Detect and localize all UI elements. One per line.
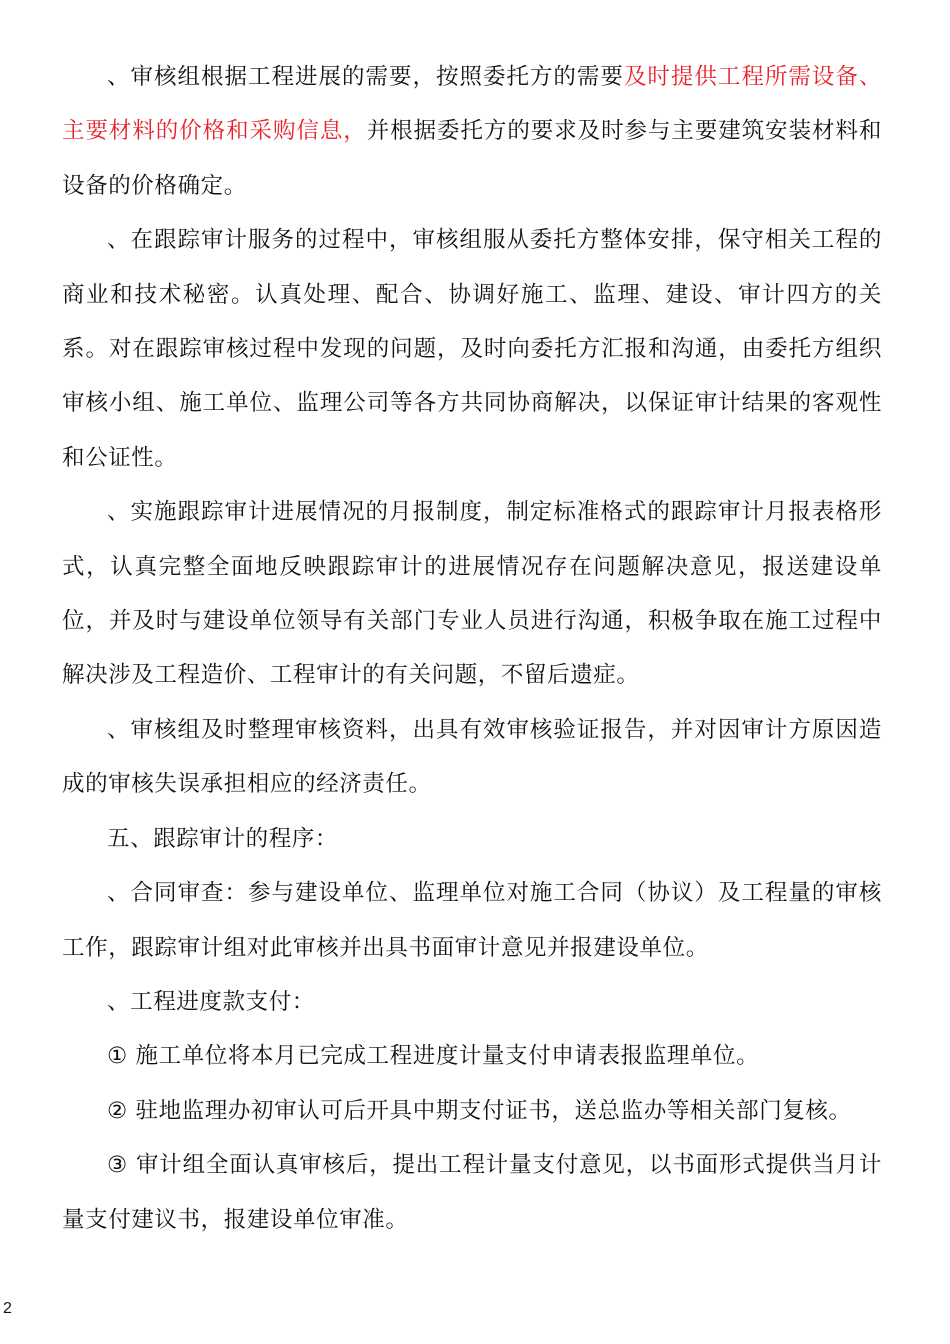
paragraph-3-text: 、实施跟踪审计进展情况的月报制度，制定标准格式的跟踪审计月报表格形式，认真完整全面地反映跟踪审计的进展情况存在问题解决意见，报送建设单位，并及时与建设单位领导有关部门专业人员进行沟通，积极争取在施工过程中解决涉及工程造价、工程审计的有关问题，不留后遗症。 [62, 499, 882, 689]
section-heading [62, 812, 882, 866]
paragraph-1-text-a: 、审核组根据工程进展的需要，按照委托方的需要 [107, 64, 624, 90]
paragraph-7 [62, 975, 882, 1029]
list-item-2 [62, 1084, 882, 1138]
paragraph-7-text: 、工程进度款支付： [107, 988, 315, 1015]
paragraph-4-text: 、审核组及时整理审核资料，出具有效审核验证报告，并对因审计方原因造成的审核失误承担相应的经济责任。 [62, 716, 882, 798]
document-page [62, 50, 882, 1247]
paragraph-2 [62, 213, 882, 485]
paragraph-2-text: 、在跟踪审计服务的过程中，审核组服从委托方整体安排，保守相关工程的商业和技术秘密。认真处理、配合、协调好施工、监理、建设、审计四方的关系。对在跟踪审核过程中发现的问题，及时向委托方汇报和沟通，由委托方组织审核小组、施工单位、监理公司等各方共同协商解决，以保证审计结果的客观性和公证性。 [62, 227, 882, 471]
paragraph-1-highlighted-text: 及时提供工程所需设备、主要材料的价格和采购信息， [62, 64, 883, 145]
paragraph-3 [62, 485, 882, 703]
section-heading-text: 五、跟踪审计的程序： [107, 825, 339, 852]
paragraph-6 [62, 866, 882, 975]
list-item-1 [62, 1029, 882, 1083]
paragraph-4 [62, 703, 882, 812]
page-number: 2 [3, 1300, 12, 1317]
list-item-2-text: ② 驻地监理办初审认可后开具中期支付证书，送总监办等相关部门复核。 [107, 1097, 852, 1124]
list-item-3 [62, 1138, 882, 1247]
list-item-3-text: ③ 审计组全面认真审核后，提出工程计量支付意见，以书面形式提供当月计量支付建议书，报建设单位审准。 [62, 1152, 882, 1233]
paragraph-1-text-b: 并根据委托方的要求及时参与主要建筑安装材料和设备的价格确定。 [62, 118, 882, 199]
list-item-1-text: ① 施工单位将本月已完成工程进度计量支付申请表报监理单位。 [107, 1043, 760, 1070]
paragraph-1 [62, 50, 882, 213]
paragraph-6-text: 、合同审查：参与建设单位、监理单位对施工合同（协议）及工程量的审核工作，跟踪审计组对此审核并出具书面审计意见并报建设单位。 [62, 880, 882, 961]
